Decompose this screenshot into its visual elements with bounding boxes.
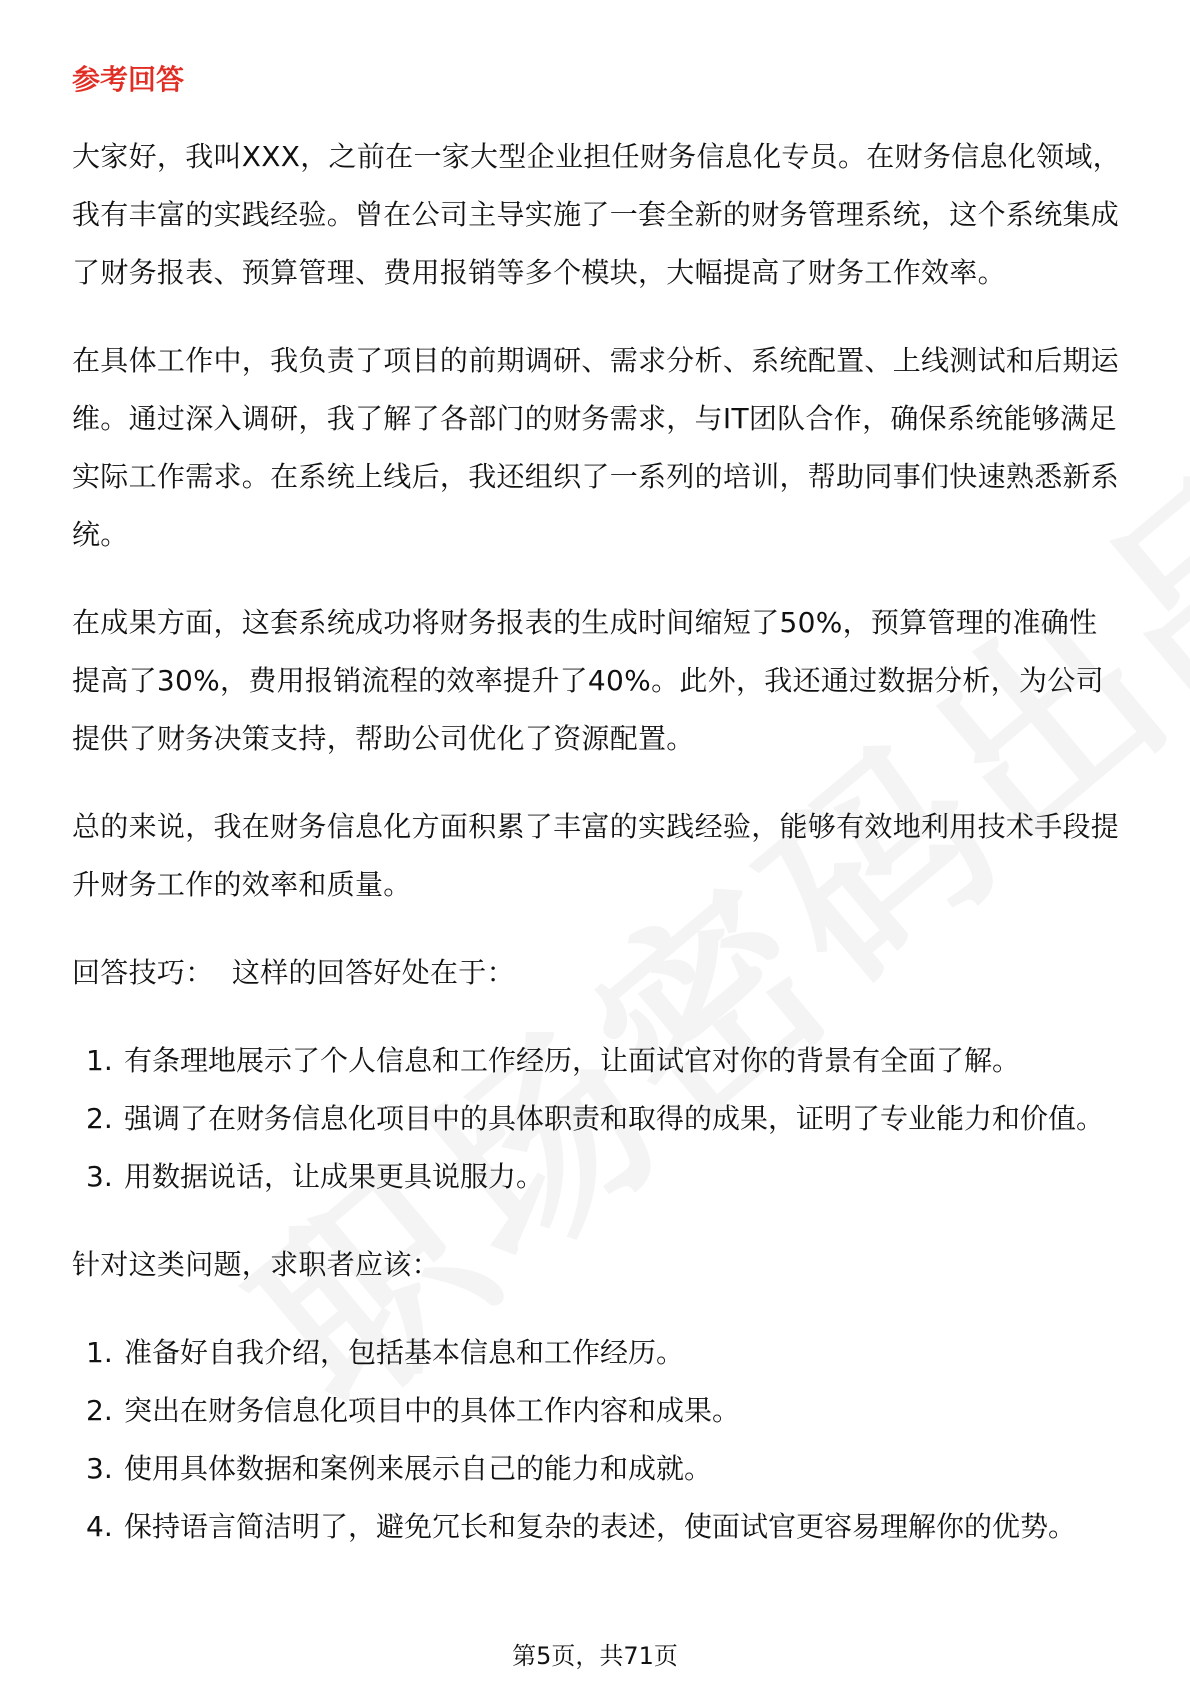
list-item-text: 保持语言简洁明了，避免冗长和复杂的表述，使面试官更容易理解你的优势。: [124, 1510, 1077, 1543]
section-heading: 参考回答: [72, 63, 185, 96]
list-item: [72, 1440, 1122, 1498]
answer-paragraph-2: 在具体工作中，我负责了项目的前期调研、需求分析、系统配置、上线测试和后期运维。通过深入调研，我了解了各部门的财务需求，与IT团队合作，确保系统能够满足实际工作需求。在系统上线后，我还组织了一系列的培训，帮助同事们快速熟悉新系统。: [72, 344, 1120, 551]
list-item-text: 有条理地展示了个人信息和工作经历，让面试官对你的背景有全面了解。: [124, 1044, 1021, 1077]
list-item-text: 使用具体数据和案例来展示自己的能力和成就。: [124, 1452, 713, 1485]
advice-intro: 针对这类问题，求职者应该：: [72, 1248, 440, 1281]
page-number-footer: 第5页，共71页: [512, 1642, 678, 1670]
list-item: [72, 1324, 1122, 1382]
answer-paragraph-4: 总的来说，我在财务信息化方面积累了丰富的实践经验，能够有效地利用技术手段提升财务工作的效率和质量。: [72, 810, 1120, 901]
list-item: [72, 1498, 1122, 1556]
list-item-number: 4.: [86, 1510, 113, 1543]
advice-list: [72, 1324, 1122, 1556]
list-item-number: 1.: [86, 1044, 113, 1077]
list-item-text: 用数据说话，让成果更具说服力。: [124, 1160, 545, 1193]
list-item-number: 3.: [86, 1160, 113, 1193]
list-item-text: 准备好自我介绍，包括基本信息和工作经历。: [124, 1336, 685, 1369]
list-item-number: 3.: [86, 1452, 113, 1485]
page-content: [72, 44, 1122, 1586]
list-item: [72, 1032, 1122, 1090]
tips-intro: 回答技巧： 这样的回答好处在于：: [72, 956, 515, 989]
list-item-number: 1.: [86, 1336, 113, 1369]
list-item: [72, 1382, 1122, 1440]
tips-list: [72, 1032, 1122, 1206]
list-item-text: 强调了在财务信息化项目中的具体职责和取得的成果，证明了专业能力和价值。: [124, 1102, 1105, 1135]
answer-paragraph-3: 在成果方面，这套系统成功将财务报表的生成时间缩短了50%，预算管理的准确性提高了30%，费用报销流程的效率提升了40%。此外，我还通过数据分析，为公司提供了财务决策支持，帮助公司优化了资源配置。: [72, 606, 1104, 755]
list-item: [72, 1090, 1122, 1148]
list-item-number: 2.: [86, 1102, 113, 1135]
list-item: [72, 1148, 1122, 1206]
list-item-text: 突出在财务信息化项目中的具体工作内容和成果。: [124, 1394, 741, 1427]
answer-paragraph-1: 大家好，我叫XXX，之前在一家大型企业担任财务信息化专员。在财务信息化领域，我有丰富的实践经验。曾在公司主导实施了一套全新的财务管理系统，这个系统集成了财务报表、预算管理、费用报销等多个模块，大幅提高了财务工作效率。: [72, 140, 1121, 289]
list-item-number: 2.: [86, 1394, 113, 1427]
